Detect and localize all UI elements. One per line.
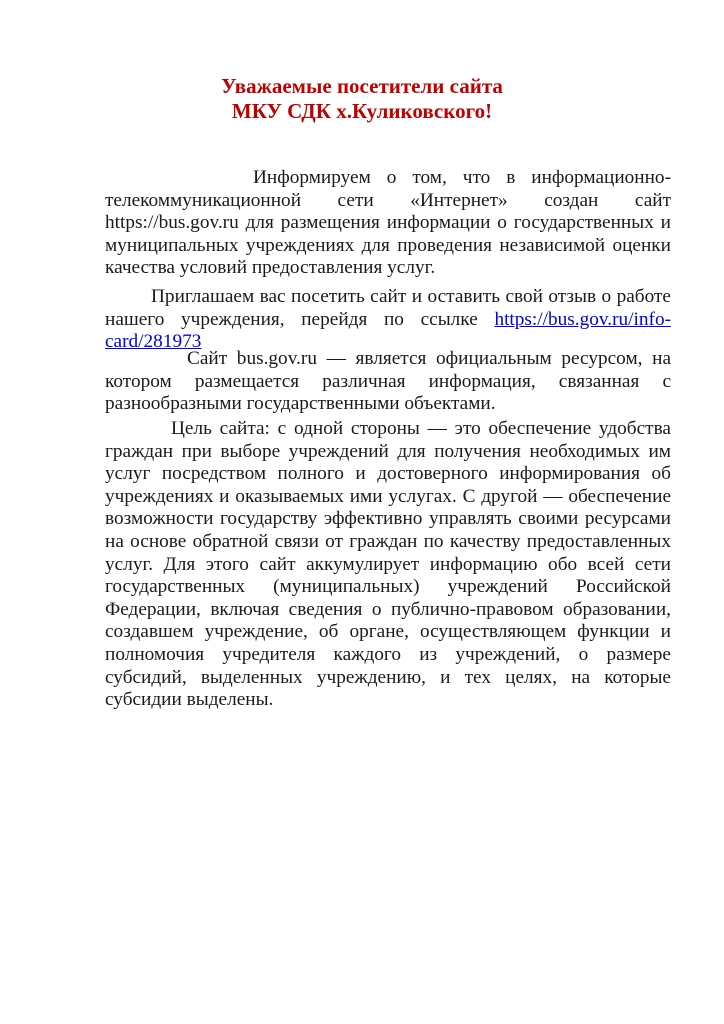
paragraph-site-goal: Цель сайта: с одной стороны — это обеспечение удобства граждан при выборе учреждений для получения необходимых им услуг посредством полного и достоверного информирования об учреждениях и оказываемых ими услугах. С другой — обеспечение возможности государству эффективно управлять своими ресурсами на основе обратной связи от граждан по качеству предоставленных услуг. Для этого сайт аккумулирует информацию обо всей сети государственных (муниципальных) учреждений Российской Федерации, включая сведения о публично-правовом образовании, создавшем учреждение, об органе, осуществляющем функции и полномочия учредителя каждого из учреждений, о размере субсидий, выделенных учреждению, и тех целях, на которые субсидии выделены.	[105, 418, 671, 711]
heading-line-1: Уважаемые посетители сайта	[221, 74, 503, 98]
paragraph-invitation	[105, 286, 671, 354]
paragraph-site-description: Сайт bus.gov.ru — является официальным ресурсом, на котором размещается различная информация, связанная с разнообразными государственными объектами.	[105, 348, 671, 415]
heading-line-2: МКУ СДК х.Куликовского!	[231, 99, 493, 123]
bus-gov-info-card-link[interactable]: https://bus.gov.ru/info-card/281973	[105, 308, 671, 353]
paragraph-intro: Информируем о том, что в информационно-телекоммуникационной сети «Интернет» создан сайт https://bus.gov.ru для размещения информации о государственных и муниципальных учреждениях для проведения независимой оценки качества условий предоставления услуг.	[105, 167, 671, 279]
invitation-text: Приглашаем вас посетить сайт и оставить свой отзыв о работе нашего учреждения, перейдя по ссылке	[105, 286, 671, 330]
